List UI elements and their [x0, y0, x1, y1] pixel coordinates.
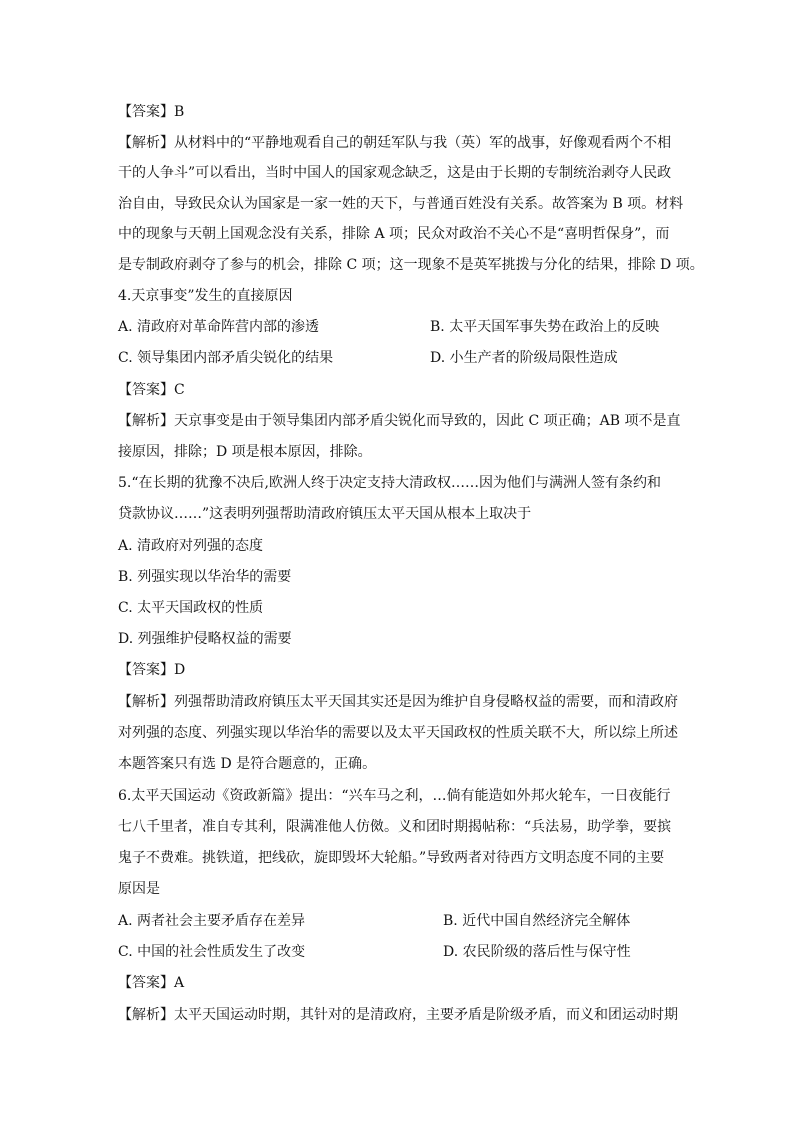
q5-analysis-line-1: 【解析】列强帮助清政府镇压太平天国其实还是因为维护自身侵略权益的需要，而和清政府 [118, 694, 678, 710]
q4-stem: 4.天京事变”发生的直接原因 [118, 288, 293, 304]
q5-option-b: B. 列强实现以华治华的需要 [118, 569, 292, 585]
q5-analysis-line-3: 本题答案只有选 D 是符合题意的，正确。 [118, 756, 377, 772]
q6-option-a: A. 两者社会主要矛盾存在差异 [118, 913, 306, 929]
q6-stem-line-3: 鬼子不费难。挑铁道，把线砍，旋即毁坏大轮船。”导致两者对待西方文明态度不同的主要 [118, 850, 665, 866]
q4-option-d: D. 小生产者的阶级局限性造成 [430, 350, 618, 366]
q6-analysis-line-1: 【解析】太平天国运动时期，其针对的是清政府，主要矛盾是阶级矛盾，而义和团运动时期 [118, 1007, 678, 1023]
q3-analysis-line-2: 干的人争斗”可以看出，当时中国人的国家观念缺乏，这是由于长期的专制统治剥夺人民政 [118, 165, 672, 181]
q3-analysis-line-1: 【解析】从材料中的“平静地观看自己的朝廷军队与我（英）军的战事，好像观看两个不相 [118, 135, 672, 151]
q6-stem-line-1: 6.太平天国运动《资政新篇》提出：“兴车马之利，…倘有能造如外邦火轮车，一日夜能行 [118, 788, 671, 804]
q3-analysis-line-3: 治自由，导致民众认为国家是一家一姓的天下，与普通百姓没有关系。故答案为 B 项。材料 [118, 196, 684, 212]
q4-analysis-line-1: 【解析】天京事变是由于领导集团内部矛盾尖锐化而导致的，因此 C 项正确；AB 项不是直 [118, 413, 681, 429]
q5-answer: 【答案】D [118, 662, 186, 678]
q4-option-a: A. 清政府对革命阵营内部的渗透 [118, 319, 320, 335]
q6-option-d: D. 农民阶级的落后性与保守性 [443, 944, 631, 960]
q5-option-a: A. 清政府对列强的态度 [118, 538, 264, 554]
q6-option-c: C. 中国的社会性质发生了改变 [118, 944, 306, 960]
q4-option-b: B. 太平天国军事失势在政治上的反映 [430, 319, 660, 335]
q5-stem-line-1: 5.“在长期的犹豫不决后,欧洲人终于决定支持大清政权……因为他们与满洲人签有条约和 [118, 475, 661, 491]
q6-stem-line-4: 原因是 [118, 881, 160, 897]
q6-answer: 【答案】A [118, 975, 185, 991]
q4-answer: 【答案】C [118, 382, 185, 398]
q4-option-c: C. 领导集团内部矛盾尖锐化的结果 [118, 350, 334, 366]
q5-option-c: C. 太平天国政权的性质 [118, 600, 264, 616]
q6-option-b: B. 近代中国自然经济完全解体 [443, 913, 631, 929]
q6-stem-line-2: 七八千里者，准自专其利，限满准他人仿傚。义和团时期揭帖称：“兵法易，助学拳，要摈 [118, 819, 672, 835]
q3-answer: 【答案】B [118, 104, 185, 120]
q3-analysis-line-5: 是专制政府剥夺了参与的机会，排除 C 项；这一现象不是英军挑拨与分化的结果，排除 D 项。 [118, 257, 704, 273]
q5-stem-line-2: 贷款协议……”这表明列强帮助清政府镇压太平天国从根本上取决于 [118, 506, 532, 522]
q5-option-d: D. 列强维护侵略权益的需要 [118, 631, 292, 647]
q4-analysis-line-2: 接原因，排除；D 项是根本原因，排除。 [118, 444, 372, 460]
q5-analysis-line-2: 对列强的态度、列强实现以华治华的需要以及太平天国政权的性质关联不大，所以综上所述 [118, 725, 678, 741]
q3-analysis-line-4: 中的现象与天朝上国观念没有关系，排除 A 项；民众对政治不关心不是“喜明哲保身”，而 [118, 226, 670, 242]
